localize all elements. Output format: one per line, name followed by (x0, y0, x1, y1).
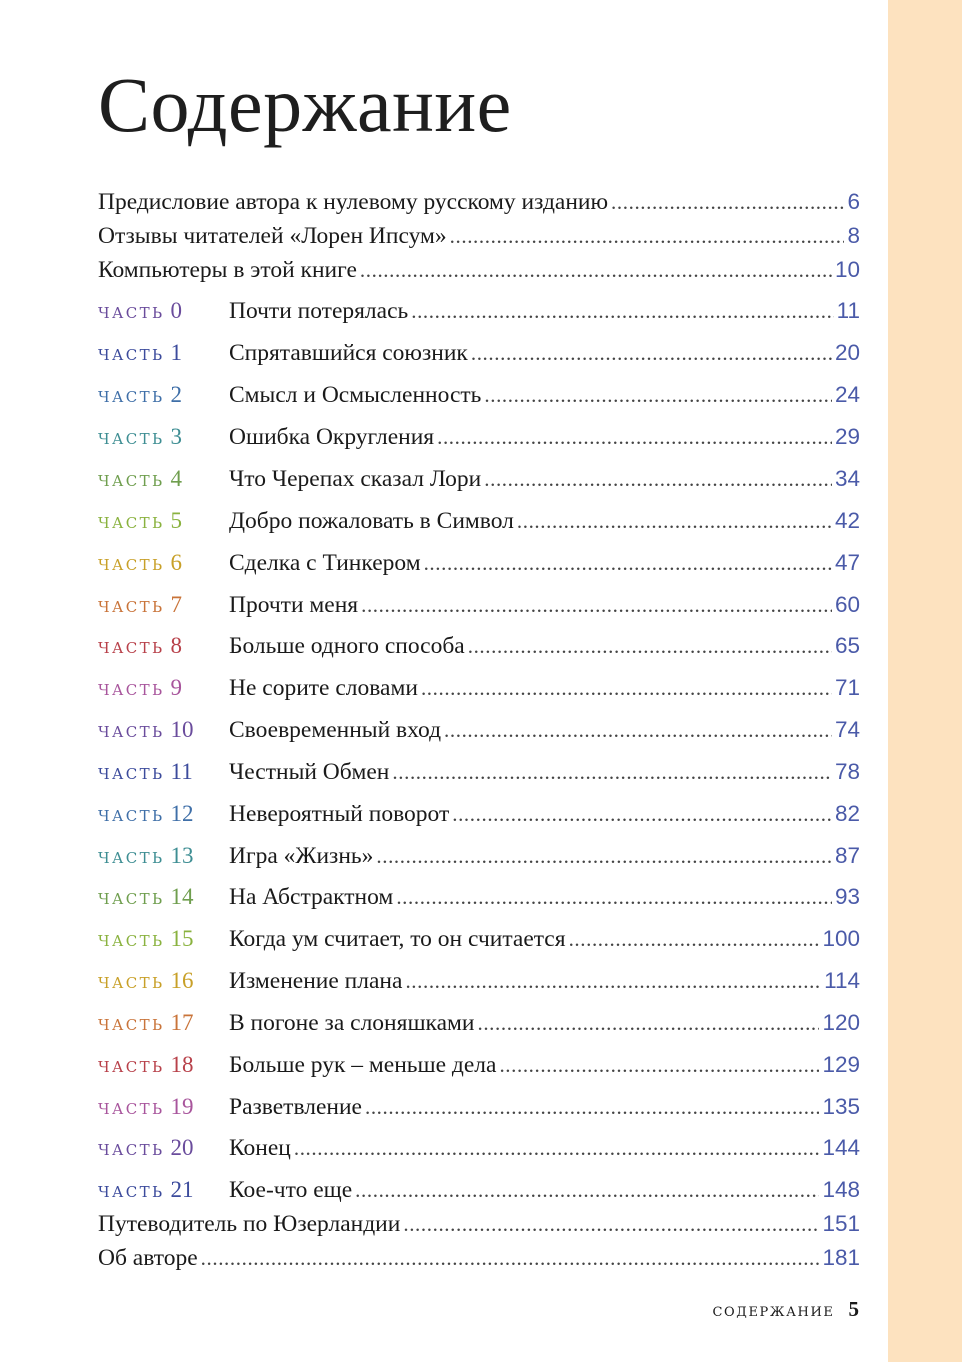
toc-entry-page: 42 (834, 508, 860, 533)
toc-entry-title: Своевременный вход (229, 717, 442, 743)
part-number: 17 (170, 1010, 194, 1035)
part-word: ЧАСТЬ (98, 723, 165, 741)
toc-part-entry[interactable] (98, 504, 860, 538)
part-word: ЧАСТЬ (98, 1016, 165, 1034)
dot-leader (201, 1241, 820, 1275)
part-word: ЧАСТЬ (98, 346, 165, 364)
toc-part-entry[interactable] (98, 1090, 860, 1124)
part-label (98, 462, 229, 498)
toc-entry-page: 100 (822, 926, 860, 951)
part-number: 0 (170, 298, 183, 323)
part-number: 6 (170, 550, 183, 575)
part-word: ЧАСТЬ (98, 849, 165, 867)
toc-entry-page: 120 (822, 1010, 860, 1035)
part-number: 15 (170, 926, 194, 951)
dot-leader (405, 964, 821, 998)
dot-leader (376, 839, 832, 873)
part-label (98, 1090, 229, 1126)
toc-entry-title: Честный Обмен (229, 759, 390, 785)
toc-entry-title: Компьютеры в этой книге (98, 257, 357, 283)
dot-leader (421, 671, 832, 705)
dot-leader (484, 462, 832, 496)
dot-leader (424, 546, 832, 580)
part-word: ЧАСТЬ (98, 304, 165, 322)
part-word: ЧАСТЬ (98, 639, 165, 657)
toc-entry-title: Невероятный поворот (229, 801, 450, 827)
part-label (98, 294, 229, 330)
dot-leader (477, 1006, 819, 1040)
toc-entry-page: 47 (834, 550, 860, 575)
part-word: ЧАСТЬ (98, 765, 165, 783)
toc-entry-title: Когда ум считает, то он считается (229, 926, 566, 952)
dot-leader (444, 713, 832, 747)
toc-entry-page: 181 (822, 1245, 860, 1270)
toc-entry-page: 129 (822, 1052, 860, 1077)
part-label (98, 839, 229, 875)
toc-entry-page: 148 (822, 1177, 860, 1202)
toc-entry-title: Разветвление (229, 1094, 362, 1120)
toc-part-entry[interactable] (98, 922, 860, 956)
toc-entry-page: 6 (847, 189, 860, 214)
part-word: ЧАСТЬ (98, 430, 165, 448)
toc-part-entry[interactable] (98, 964, 860, 998)
part-word: ЧАСТЬ (98, 1183, 165, 1201)
part-label (98, 1006, 229, 1042)
toc-entry-title: Не сорите словами (229, 675, 418, 701)
part-number: 1 (170, 340, 183, 365)
part-label (98, 378, 229, 414)
toc-entry-title: Добро пожаловать в Символ (229, 508, 514, 534)
part-number: 12 (170, 801, 194, 826)
dot-leader (411, 294, 833, 328)
toc-entry-title: Что Черепах сказал Лори (229, 466, 482, 492)
toc-entry-title: Больше рук – меньше дела (229, 1052, 497, 1078)
toc-part-entry[interactable] (98, 755, 860, 789)
part-number: 19 (170, 1094, 194, 1119)
part-number: 18 (170, 1052, 194, 1077)
toc-entry-page: 71 (834, 675, 860, 700)
toc-entry-title: Об авторе (98, 1245, 198, 1271)
part-label (98, 588, 229, 624)
part-number: 2 (170, 382, 183, 407)
dot-leader (499, 1048, 819, 1082)
toc-entry-about-author[interactable] (98, 1241, 860, 1275)
toc-entry-title: Путеводитель по Юзерландии (98, 1211, 401, 1237)
part-number: 11 (170, 759, 193, 784)
toc-part-entry[interactable] (98, 1173, 860, 1207)
toc-part-entry[interactable] (98, 713, 860, 747)
toc-entry-page: 8 (847, 223, 860, 248)
toc-entry-title: Ошибка Округления (229, 424, 435, 450)
part-word: ЧАСТЬ (98, 1100, 165, 1118)
page-number: 5 (848, 1297, 859, 1321)
part-word: ЧАСТЬ (98, 388, 165, 406)
toc-entry-page: 29 (834, 424, 860, 449)
part-number: 5 (170, 508, 183, 533)
part-word: ЧАСТЬ (98, 1058, 165, 1076)
toc-entry-title: Изменение плана (229, 968, 403, 994)
part-number: 3 (170, 424, 183, 449)
dot-leader (294, 1131, 820, 1165)
toc-entry-page: 24 (834, 382, 860, 407)
toc-part-entry[interactable] (98, 546, 860, 580)
part-word: ЧАСТЬ (98, 1141, 165, 1159)
toc-part-entry[interactable] (98, 1048, 860, 1082)
toc-part-entry[interactable] (98, 378, 860, 412)
toc-entry-computers[interactable] (98, 253, 860, 287)
part-label (98, 1048, 229, 1084)
part-number: 7 (170, 592, 183, 617)
part-number: 9 (170, 675, 183, 700)
toc-part-entry[interactable] (98, 797, 860, 831)
toc-entry-page: 20 (834, 340, 860, 365)
dot-leader (361, 588, 832, 622)
part-label (98, 336, 229, 372)
toc-part-entry[interactable] (98, 839, 860, 873)
dot-leader (355, 1173, 819, 1207)
part-label (98, 755, 229, 791)
part-number: 14 (170, 884, 194, 909)
dot-leader (484, 378, 832, 412)
toc-part-entry[interactable] (98, 294, 860, 328)
dot-leader (365, 1090, 819, 1124)
page-edge-band (888, 0, 962, 1362)
toc-entry-page: 114 (824, 968, 860, 993)
dot-leader (471, 336, 832, 370)
toc-entry-title: Отзывы читателей «Лорен Ипсум» (98, 223, 447, 249)
toc-entry-title: Смысл и Осмысленность (229, 382, 482, 408)
toc-entry-page: 65 (834, 633, 860, 658)
dot-leader (403, 1207, 819, 1241)
running-footer-label: СОДЕРЖАНИЕ (712, 1305, 835, 1320)
dot-leader (450, 219, 845, 253)
dot-leader (611, 185, 844, 219)
part-label (98, 629, 229, 665)
page-footer (712, 1297, 859, 1322)
part-label (98, 1173, 229, 1209)
toc-part-entry[interactable] (98, 462, 860, 496)
toc-entry-title: Почти потерялась (229, 298, 409, 324)
part-word: ЧАСТЬ (98, 514, 165, 532)
part-number: 13 (170, 843, 194, 868)
part-label (98, 880, 229, 916)
page-title: Содержание (98, 61, 512, 148)
toc-entry-title: Спрятавшийся союзник (229, 340, 468, 366)
part-word: ЧАСТЬ (98, 556, 165, 574)
toc-entry-page: 34 (834, 466, 860, 491)
dot-leader (517, 504, 832, 538)
part-number: 10 (170, 717, 194, 742)
part-number: 8 (170, 633, 183, 658)
toc-entry-page: 10 (834, 257, 860, 282)
toc-part-entry[interactable] (98, 336, 860, 370)
dot-leader (437, 420, 832, 454)
part-number: 20 (170, 1135, 194, 1160)
toc-entry-title: Больше одного способа (229, 633, 465, 659)
part-word: ЧАСТЬ (98, 932, 165, 950)
part-label (98, 546, 229, 582)
part-word: ЧАСТЬ (98, 974, 165, 992)
toc-part-entry[interactable] (98, 1131, 860, 1165)
toc-entry-title: Кое-что еще (229, 1177, 353, 1203)
dot-leader (392, 755, 832, 789)
part-word: ЧАСТЬ (98, 598, 165, 616)
part-word: ЧАСТЬ (98, 681, 165, 699)
toc-part-entry[interactable] (98, 629, 860, 663)
part-number: 4 (170, 466, 183, 491)
toc-entry-page: 82 (834, 801, 860, 826)
dot-leader (360, 253, 832, 287)
part-label (98, 671, 229, 707)
toc-entry-title: Конец (229, 1135, 291, 1161)
toc-entry-page: 11 (836, 298, 860, 323)
part-word: ЧАСТЬ (98, 807, 165, 825)
dot-leader (396, 880, 832, 914)
part-word: ЧАСТЬ (98, 472, 165, 490)
toc-part-entry[interactable] (98, 420, 860, 454)
toc-entry-page: 151 (822, 1211, 860, 1236)
part-label (98, 504, 229, 540)
part-label (98, 964, 229, 1000)
toc-entry-title: Игра «Жизнь» (229, 843, 374, 869)
toc-entry-page: 60 (834, 592, 860, 617)
dot-leader (468, 629, 832, 663)
toc-entry-title: Предисловие автора к нулевому русскому изданию (98, 189, 609, 215)
toc-entry-guide[interactable] (98, 1207, 860, 1241)
toc-entry-title: На Абстрактном (229, 884, 394, 910)
part-label (98, 922, 229, 958)
toc-entry-title: В погоне за слоняшками (229, 1010, 475, 1036)
toc-entry-title: Сделка с Тинкером (229, 550, 421, 576)
part-number: 16 (170, 968, 194, 993)
part-word: ЧАСТЬ (98, 890, 165, 908)
toc-entry-reviews[interactable] (98, 219, 860, 253)
toc-entry-page: 74 (834, 717, 860, 742)
part-label (98, 713, 229, 749)
toc-entry-page: 87 (834, 843, 860, 868)
toc-part-entry[interactable] (98, 880, 860, 914)
dot-leader (452, 797, 832, 831)
toc-part-entry[interactable] (98, 588, 860, 622)
part-number: 21 (170, 1177, 194, 1202)
toc-entry-title: Прочти меня (229, 592, 359, 618)
toc-entry-page: 144 (822, 1135, 860, 1160)
toc-entry-page: 78 (834, 759, 860, 784)
part-label (98, 797, 229, 833)
toc-part-entry[interactable] (98, 1006, 860, 1040)
part-label (98, 420, 229, 456)
dot-leader (569, 922, 820, 956)
part-label (98, 1131, 229, 1167)
toc-entry-page: 135 (822, 1094, 860, 1119)
toc-entry-page: 93 (834, 884, 860, 909)
toc-entry-preface[interactable] (98, 185, 860, 219)
toc-part-entry[interactable] (98, 671, 860, 705)
